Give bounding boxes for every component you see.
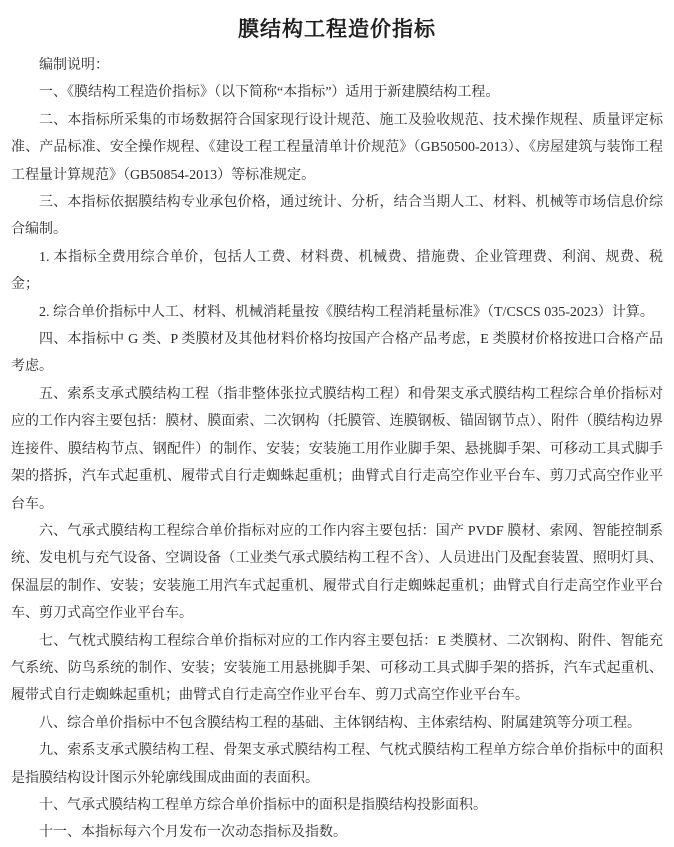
paragraph-subitem-3-1: 1. 本指标全费用综合单价，包括人工费、材料费、机械费、措施费、企业管理费、利润、规费、税金； [11, 249, 663, 293]
document-title: 膜结构工程造价指标 [238, 17, 436, 41]
paragraph-item-4: 四、本指标中 G 类、P 类膜材及其他材料价格均按国产合格产品考虑，E 类膜材价格按进口合格产品考虑。 [11, 332, 663, 375]
section-label: 编制说明： [39, 58, 109, 73]
paragraph-item-11: 十一、本指标每六个月发布一次动态指标及指数。 [39, 825, 347, 841]
paragraph-item-10: 十、气承式膜结构工程单方综合单价指标中的面积是指膜结构投影面积。 [39, 797, 487, 813]
paragraph-item-8: 八、综合单价指标中不包含膜结构工程的基础、主体钢结构、主体索结构、附属建筑等分项工程。 [39, 715, 641, 731]
paragraph-item-5: 五、索系支承式膜结构工程（指非整体张拉式膜结构工程）和骨架支承式膜结构工程综合单价指标对应的工作内容主要包括：膜材、膜面索、二次钢构（托膜管、连膜钢板、锚固钢节点）、附件（膜结构边界连接件、膜结构节点、钢配件）的制作、安装；安装施工用作业脚手架、悬挑脚手架、可移动工具式脚手架的搭拆，汽车式起重机、履带式自行走蜘蛛起重机；曲臂式自行走高空作业平台车、剪刀式高空作业平台车。 [11, 386, 663, 512]
paragraph-subitem-3-2: 2. 综合单价指标中人工、材料、机械消耗量按《膜结构工程消耗量标准》（T/CSCS 035-2023）计算。 [39, 304, 654, 320]
paragraph-item-9: 九、索系支承式膜结构工程、骨架支承式膜结构工程、气枕式膜结构工程单方综合单价指标中的面积是指膜结构设计图示外轮廓线围成曲面的表面积。 [11, 743, 663, 786]
paragraph-item-3: 三、本指标依据膜结构专业承包价格，通过统计、分析，结合当期人工、材料、机械等市场信息价综合编制。 [11, 195, 663, 238]
paragraph-item-1: 一、《膜结构工程造价指标》（以下简称“本指标”）适用于新建膜结构工程。 [39, 85, 500, 101]
paragraph-item-2: 二、本指标所采集的市场数据符合国家现行设计规范、施工及验收规范、技术操作规程、质量评定标准、产品标准、安全操作规程、《建设工程工程量清单计价规范》（GB50500-2013）、《房屋建筑与装饰工程工程量计算规范》（GB50854-2013）等标准规定。 [11, 112, 663, 183]
paragraph-item-7: 七、气枕式膜结构工程综合单价指标对应的工作内容主要包括：E 类膜材、二次钢构、附件、智能充气系统、防鸟系统的制作、安装；安装施工用悬挑脚手架、可移动工具式脚手架的搭拆，汽车式起重机、履带式自行走蜘蛛起重机；曲臂式自行走高空作业平台车、剪刀式高空作业平台车。 [11, 633, 663, 704]
paragraph-item-6: 六、气承式膜结构工程综合单价指标对应的工作内容主要包括：国产 PVDF 膜材、索网、智能控制系统、发电机与充气设备、空调设备（工业类气承式膜结构工程不含）、人员进出门及配套装置、照明灯具、保温层的制作、安装；安装施工用汽车式起重机、履带式自行走蜘蛛起重机；曲臂式自行走高空作业平台车、剪刀式高空作业平台车。 [11, 523, 663, 622]
